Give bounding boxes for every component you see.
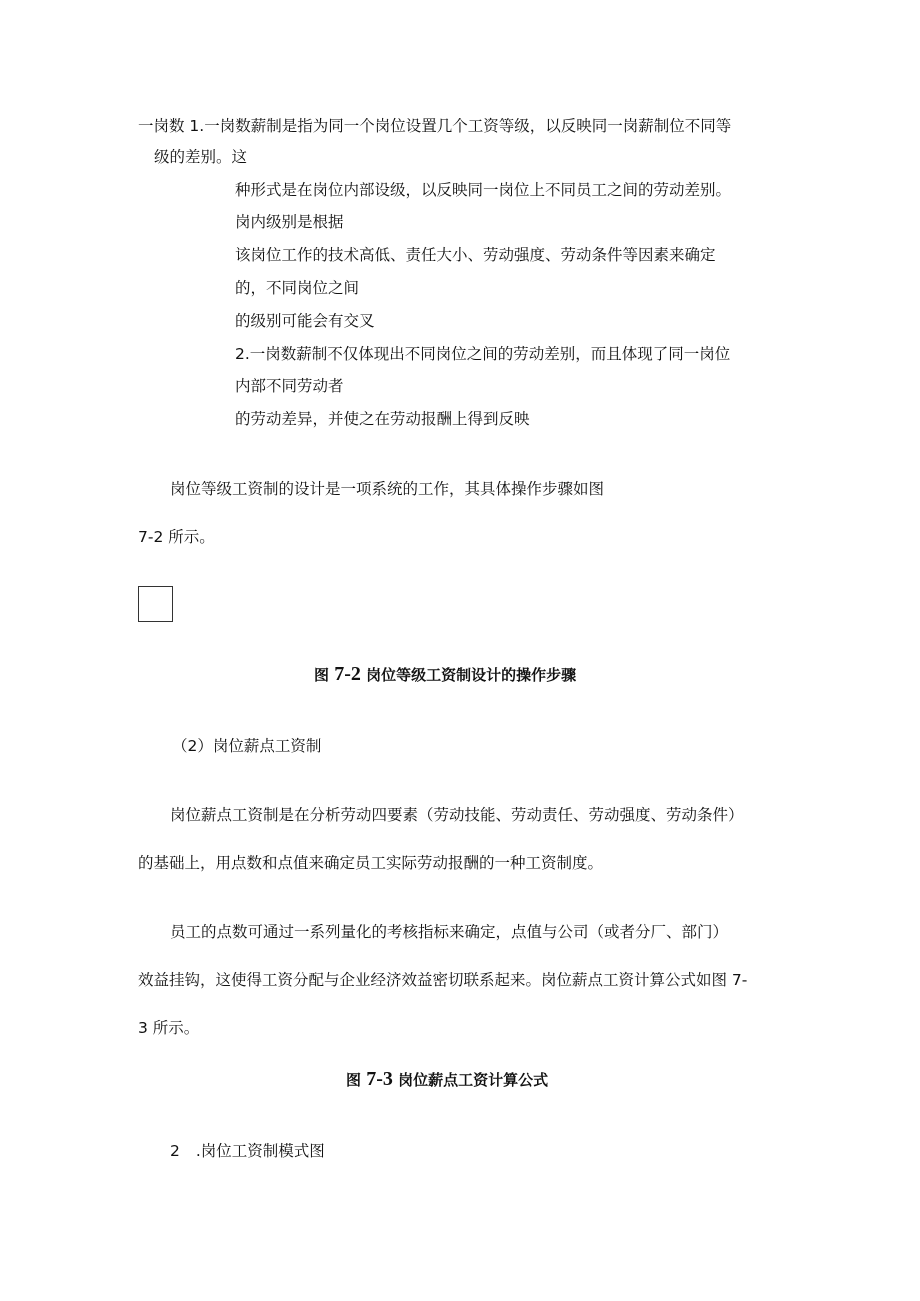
- figure-caption: [346, 1069, 548, 1090]
- paragraph-line: 3 所示。: [138, 1019, 200, 1037]
- caption-prefix: 图: [314, 666, 335, 684]
- section-heading: [170, 1141, 325, 1161]
- section-label: .岗位工资制模式图: [195, 1142, 325, 1160]
- paragraph-line: 岗位等级工资制的设计是一项系统的工作，其具体操作步骤如图: [170, 480, 605, 498]
- caption-prefix: 图: [346, 1071, 367, 1089]
- caption-title: 岗位薪点工资计算公式: [392, 1071, 549, 1089]
- paragraph-line: 2.一岗数薪制不仅体现出不同岗位之间的劳动差别，而且体现了同一岗位: [235, 345, 731, 363]
- paragraph-line: 种形式是在岗位内部设级，以反映同一岗位上不同员工之间的劳动差别。: [235, 181, 732, 199]
- paragraph-line: 效益挂钩，这使得工资分配与企业经济效益密切联系起来。岗位薪点工资计算公式如图 7-: [138, 971, 748, 989]
- paragraph-line: 的级别可能会有交叉: [235, 312, 375, 330]
- figure-placeholder-image: [138, 586, 173, 622]
- caption-title: 岗位等级工资制设计的操作步骤: [360, 666, 577, 684]
- paragraph-line: 员工的点数可通过一系列量化的考核指标来确定，点值与公司（或者分厂、部门）: [170, 923, 729, 941]
- figure-caption: [314, 664, 576, 685]
- paragraph-line: 级的差别。这: [154, 148, 248, 166]
- section-number: 2: [170, 1142, 180, 1160]
- caption-number: 7-2: [334, 663, 361, 685]
- paragraph-line: 7-2 所示。: [138, 528, 215, 546]
- paragraph-line: 该岗位工作的技术高低、责任大小、劳动强度、劳动条件等因素来确定: [235, 246, 716, 264]
- caption-number: 7-3: [366, 1068, 393, 1090]
- paragraph-line: 岗内级别是根据: [235, 213, 344, 231]
- paragraph-line: 岗位薪点工资制是在分析劳动四要素（劳动技能、劳动责任、劳动强度、劳动条件）: [170, 806, 744, 824]
- paragraph-line: 的劳动差异，并使之在劳动报酬上得到反映: [235, 410, 530, 428]
- paragraph-line: 一岗数 1.一岗数薪制是指为同一个岗位设置几个工资等级，以反映同一岗薪制位不同等: [138, 117, 732, 135]
- section-heading: （2）岗位薪点工资制: [172, 737, 322, 755]
- paragraph-line: 的基础上，用点数和点值来确定员工实际劳动报酬的一种工资制度。: [138, 854, 604, 872]
- paragraph-line: 内部不同劳动者: [235, 377, 344, 395]
- paragraph-line: 的，不同岗位之间: [235, 279, 360, 297]
